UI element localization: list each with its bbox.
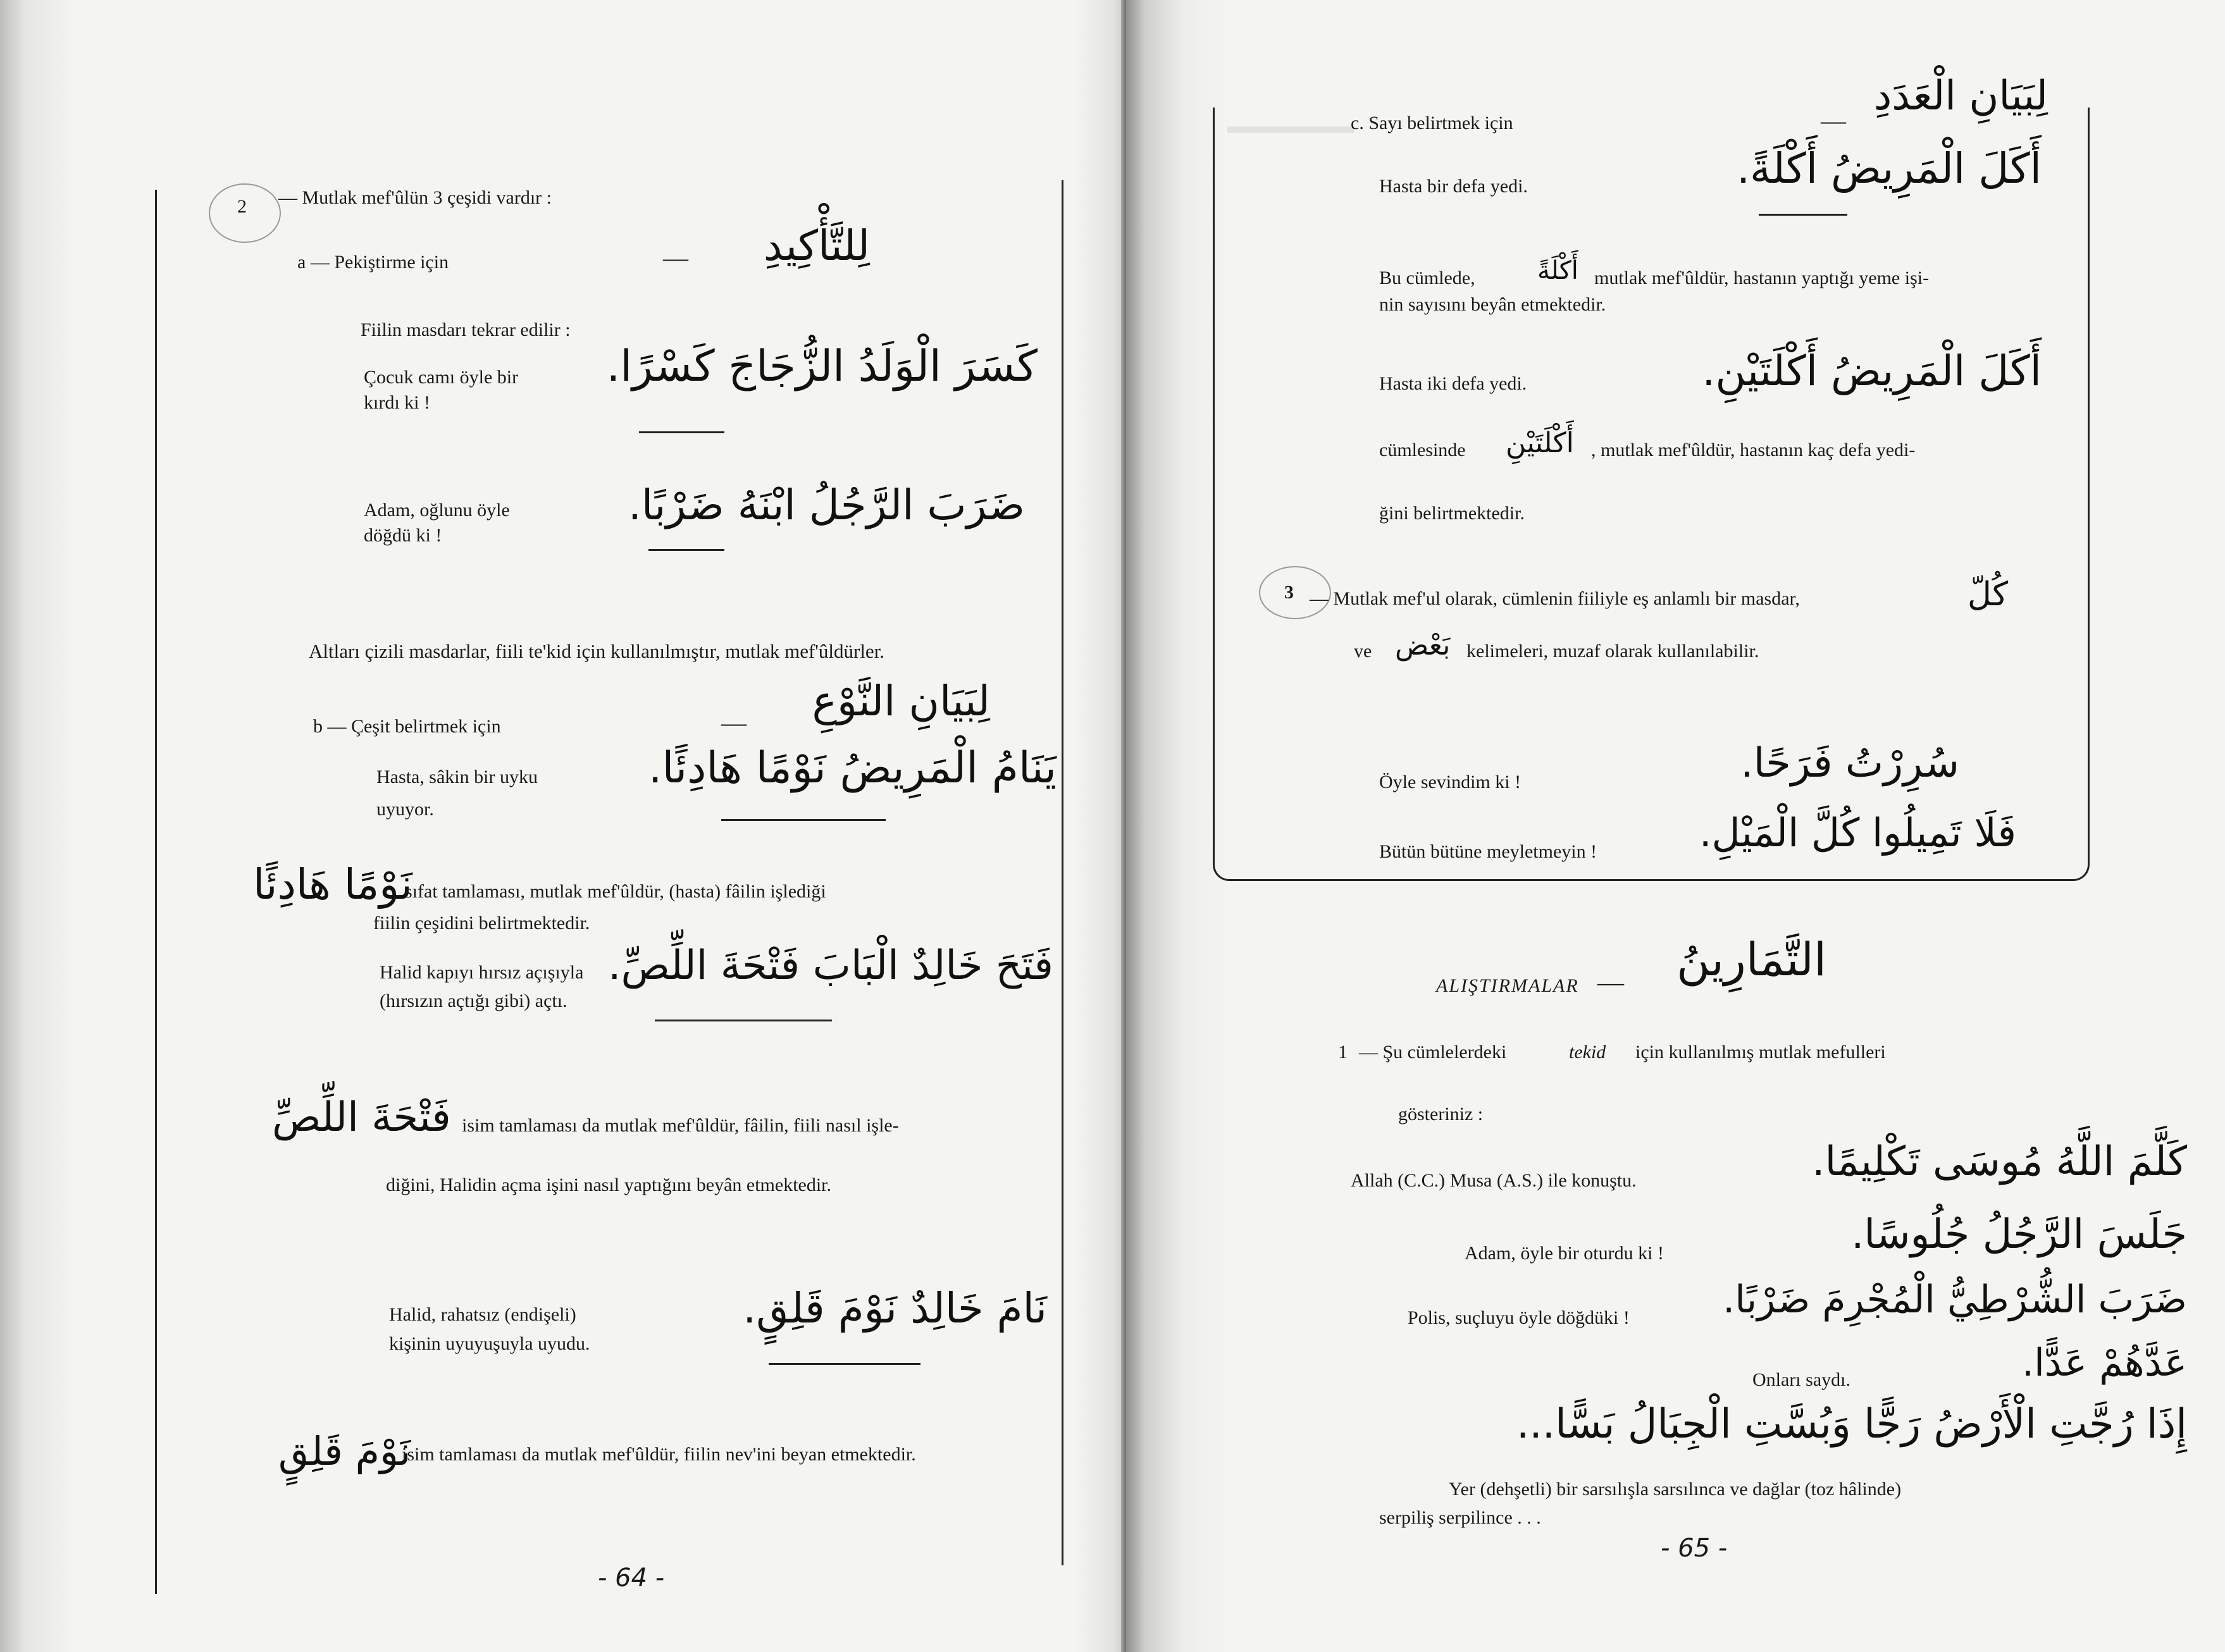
q1-example4-arabic: عَدَّهُمْ عَدًّا. bbox=[2022, 1341, 2187, 1385]
example1-arabic: كَسَرَ الْوَلَدُ الزُّجَاجَ كَسْرًا. bbox=[606, 342, 1038, 391]
example6-underline bbox=[1759, 214, 1847, 216]
q1-example3-arabic: ضَرَبَ الشُّرْطِيُّ الْمُجْرِمَ ضَرْبًا. bbox=[1723, 1278, 2187, 1322]
section3-line1: — Mutlak mef'ul olarak, cümlenin fiiliyle eş anlamlı bir masdar, bbox=[1310, 588, 1800, 609]
q1-example1-arabic: كَلَّمَ اللَّهُ مُوسَى تَكْلِيمًا. bbox=[1812, 1138, 2187, 1185]
example6-note-b: mutlak mef'ûldür, hastanın yaptığı yeme işi- bbox=[1594, 268, 1930, 288]
subsection-a-arabic: لِلتَّأْكِيدِ bbox=[764, 221, 870, 270]
q1-example3-tr: Polis, suçluyu öyle döğdüki ! bbox=[1408, 1307, 1630, 1328]
subsection-a-label: a — Pekiştirme için bbox=[297, 252, 449, 273]
example4-note-arabic: فَتْحَةَ اللِّصِّ bbox=[272, 1094, 451, 1141]
example8-tr: Öyle sevindim ki ! bbox=[1379, 772, 1522, 792]
example3-note-line2: fiilin çeşidini belirtmektedir. bbox=[373, 913, 590, 934]
example3-note-arabic: نَوْمًا هَادِئًا bbox=[253, 860, 412, 909]
question1-text-c: gösteriniz : bbox=[1398, 1104, 1484, 1125]
example5-note: isim tamlaması da mutlak mef'ûldür, fiilin nev'ini beyan etmektedir. bbox=[402, 1444, 916, 1465]
section3-marker: 3 bbox=[1284, 582, 1294, 603]
example5-note-arabic: نَوْمَ قَلِقٍ bbox=[278, 1428, 411, 1474]
exercises-arabic: التَّمَارِينُ bbox=[1676, 933, 1826, 986]
example9-arabic: فَلَا تَمِيلُوا كُلَّ الْمَيْلِ. bbox=[1699, 810, 2016, 856]
q1-example2-arabic: جَلَسَ الرَّجُلُ جُلُوسًا. bbox=[1851, 1211, 2187, 1258]
example8-arabic: سُرِرْتُ فَرَحًا. bbox=[1740, 740, 1959, 787]
question1-tekid: tekid bbox=[1569, 1042, 1606, 1063]
example6-tr: Hasta bir defa yedi. bbox=[1379, 176, 1528, 197]
section3-arabic-kull: كُلّ bbox=[1968, 576, 2009, 613]
example7-note-c: ğini belirtmektedir. bbox=[1379, 503, 1525, 524]
subsection-b-label: b — Çeşit belirtmek için bbox=[313, 716, 501, 737]
page-number-left: - 64 - bbox=[598, 1563, 665, 1593]
q1-example1-tr: Allah (C.C.) Musa (A.S.) ile konuştu. bbox=[1351, 1170, 1637, 1191]
question1-number: 1 bbox=[1338, 1042, 1348, 1063]
section-marker: 2 bbox=[237, 196, 247, 217]
subsection-c-label: c. Sayı belirtmek için bbox=[1351, 113, 1513, 133]
example5-underline bbox=[769, 1363, 920, 1365]
example3-note-line1: sıfat tamlaması, mutlak mef'ûldür, (hasta) fâilin işlediği bbox=[405, 881, 826, 902]
question1-text-a: — Şu cümlelerdeki bbox=[1359, 1042, 1507, 1063]
example6-note-c: nin sayısını beyân etmektedir. bbox=[1379, 294, 1606, 315]
example7-arabic: أَكَلَ الْمَرِيضُ أَكْلَتَيْنِ. bbox=[1702, 347, 2042, 395]
q1-example5-arabic: إِذَا رُجَّتِ الْأَرْضُ رَجًّا وَبُسَّتِ الْجِبَالُ بَسًّا... bbox=[1516, 1401, 2187, 1448]
example9-tr: Bütün bütüne meyletmeyin ! bbox=[1379, 841, 1597, 862]
example4-tr-line1: Halid kapıyı hırsız açışıyla bbox=[380, 962, 584, 983]
example7-note-a: cümlesinde bbox=[1379, 440, 1466, 460]
subsection-c-arabic: لِبَيَانِ الْعَدَدِ bbox=[1873, 73, 2048, 120]
example6-note-a: Bu cümlede, bbox=[1379, 268, 1475, 288]
example4-note-line1: isim tamlaması da mutlak mef'ûldür, fâilin, fiili nasıl işle- bbox=[462, 1115, 899, 1136]
question1-text-b: için kullanılmış mutlak mefulleri bbox=[1635, 1042, 1886, 1063]
example3-tr-line1: Hasta, sâkin bir uyku bbox=[376, 767, 538, 787]
example7-tr: Hasta iki defa yedi. bbox=[1379, 373, 1527, 394]
q1-example5-tr-line1: Yer (dehşetli) bir sarsılışla sarsılınca ve dağlar (toz hâlinde) bbox=[1449, 1479, 1902, 1500]
dash: — bbox=[663, 243, 688, 272]
shade bbox=[1227, 126, 1354, 133]
example1-tr-line1: Çocuk camı öyle bir bbox=[364, 367, 519, 388]
note-masdar: Fiilin masdarı tekrar edilir : bbox=[361, 319, 571, 340]
example4-note-line2: diğini, Halidin açma işini nasıl yaptığını beyân etmektedir. bbox=[386, 1174, 832, 1195]
example5-arabic: نَامَ خَالِدٌ نَوْمَ قَلِقٍ. bbox=[743, 1284, 1047, 1333]
dash: — bbox=[721, 708, 747, 737]
example3-tr-line2: uyuyor. bbox=[376, 799, 434, 820]
example1-underline bbox=[639, 431, 724, 433]
section3-line2: kelimeleri, muzaf olarak kullanılabilir. bbox=[1466, 641, 1759, 662]
section3-arabic-bad: بَعْض bbox=[1395, 629, 1451, 662]
right-page bbox=[1126, 0, 2225, 1652]
example4-underline bbox=[655, 1020, 832, 1021]
subsection-b-arabic: لِبَيَانِ النَّوْعِ bbox=[812, 677, 990, 725]
page-number-right: - 65 - bbox=[1661, 1534, 1728, 1563]
example3-underline bbox=[721, 819, 886, 821]
example7-note-arabic: أَكْلَتَيْنِ bbox=[1506, 427, 1574, 459]
summary-text: Altları çizili masdarlar, fiili te'kid için kullanılmıştır, mutlak mef'ûldürler. bbox=[309, 640, 885, 662]
example4-arabic: فَتَحَ خَالِدٌ الْبَابَ فَتْحَةَ اللِّصِّ. bbox=[608, 942, 1053, 989]
example2-underline bbox=[648, 549, 724, 551]
section3-ve: ve bbox=[1354, 641, 1372, 662]
example4-tr-line2: (hırsızın açtığı gibi) açtı. bbox=[380, 990, 567, 1011]
right-margin-rule bbox=[1062, 180, 1063, 1565]
exercises-title: ALIŞTIRMALAR bbox=[1436, 975, 1579, 996]
example6-arabic: أَكَلَ الْمَرِيضُ أَكْلَةً. bbox=[1737, 144, 2042, 193]
q1-example4-tr: Onları saydı. bbox=[1752, 1369, 1850, 1390]
example2-tr-line1: Adam, oğlunu öyle bbox=[364, 500, 510, 521]
q1-example2-tr: Adam, öyle bir oturdu ki ! bbox=[1465, 1243, 1664, 1264]
section-heading: — Mutlak mef'ûlün 3 çeşidi vardır : bbox=[278, 187, 552, 208]
dash: — bbox=[1821, 106, 1846, 135]
example3-arabic: يَنَامُ الْمَرِيضُ نَوْمًا هَادِئًا. bbox=[648, 743, 1057, 793]
left-margin-rule bbox=[155, 190, 157, 1594]
example2-arabic: ضَرَبَ الرَّجُلُ ابْنَهُ ضَرْبًا. bbox=[628, 481, 1025, 529]
exercises-dash: — bbox=[1597, 968, 1624, 997]
example5-tr-line1: Halid, rahatsız (endişeli) bbox=[389, 1304, 576, 1325]
example2-tr-line2: döğdü ki ! bbox=[364, 525, 442, 546]
example1-tr-line2: kırdı ki ! bbox=[364, 392, 430, 413]
example5-tr-line2: kişinin uyuyuşuyla uyudu. bbox=[389, 1333, 590, 1354]
example6-note-arabic: أَكْلَةً bbox=[1537, 256, 1578, 285]
q1-example5-tr-line2: serpiliş serpilince . . . bbox=[1379, 1507, 1541, 1528]
example7-note-b: , mutlak mef'ûldür, hastanın kaç defa yedi- bbox=[1591, 440, 1916, 460]
